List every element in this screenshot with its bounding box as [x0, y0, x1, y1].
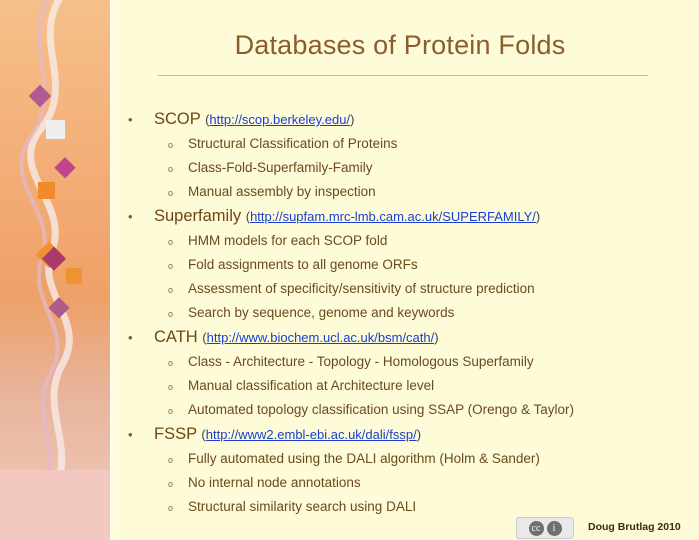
- sub-bullet-marker: o: [168, 140, 174, 150]
- sub-list-item-text: Automated topology classification using SSAP (Orengo & Taylor): [188, 402, 574, 417]
- entry-name: FSSP: [154, 425, 197, 443]
- bullet-marker: •: [128, 330, 133, 345]
- close-paren: ): [350, 112, 355, 127]
- page-title: Databases of Protein Folds: [234, 30, 566, 60]
- creative-commons-badge[interactable]: [516, 517, 574, 539]
- bullet-marker: •: [128, 112, 133, 127]
- sub-list-item: [168, 181, 688, 204]
- open-paren: (: [205, 112, 210, 127]
- sub-bullet-marker: o: [168, 503, 174, 513]
- sub-list-item: [168, 351, 688, 374]
- sub-list-item: [168, 496, 688, 519]
- list-item-text: [154, 423, 421, 446]
- open-paren: (: [202, 330, 207, 345]
- scop-link[interactable]: http://scop.berkeley.edu/: [209, 112, 351, 127]
- title-divider: [158, 75, 648, 76]
- list-item: [128, 108, 688, 131]
- bullet-marker: •: [128, 427, 133, 442]
- entry-name: CATH: [154, 328, 198, 346]
- list-item-text: [154, 326, 439, 349]
- sub-list-item: [168, 472, 688, 495]
- close-paren: ): [416, 427, 422, 442]
- sub-list-item: [168, 278, 688, 301]
- cc-by-icon: i: [547, 521, 562, 536]
- sub-bullet-marker: o: [168, 479, 174, 489]
- sub-bullet-marker: o: [168, 188, 174, 198]
- sub-list-item-text: Fold assignments to all genome ORFs: [188, 257, 418, 272]
- entry-name: Superfamily: [154, 207, 242, 225]
- sub-list-item-text: Class - Architecture - Topology - Homologous Superfamily: [188, 354, 534, 369]
- sub-list-item: [168, 302, 688, 325]
- list-item-text: [154, 108, 354, 131]
- sub-list-item: [168, 399, 688, 422]
- list-item-text: [154, 205, 540, 228]
- sub-bullet-marker: o: [168, 406, 174, 416]
- sub-bullet-marker: o: [168, 382, 174, 392]
- sub-list-item-text: Structural similarity search using DALI: [188, 499, 417, 514]
- sub-list-item-text: Fully automated using the DALI algorithm (Holm & Sander): [188, 451, 540, 466]
- sub-list-item-text: Search by sequence, genome and keywords: [188, 305, 455, 320]
- list-item: [128, 326, 688, 349]
- sub-list-item-text: Manual assembly by inspection: [188, 184, 376, 199]
- close-paren: ): [535, 209, 541, 224]
- entry-name: SCOP: [154, 110, 201, 128]
- sub-list-item: [168, 448, 688, 471]
- sub-list-item: [168, 375, 688, 398]
- cc-icon: cc: [529, 521, 544, 536]
- sub-list-item-text: Assessment of specificity/sensitivity of structure prediction: [188, 281, 535, 296]
- decorative-left-band: [0, 0, 110, 540]
- sub-list-item-text: Structural Classification of Proteins: [188, 136, 398, 151]
- protein-ribbon-icon: [0, 0, 110, 480]
- decorative-left-band-footer: [0, 470, 110, 540]
- sub-list-item: [168, 230, 688, 253]
- list-item: [128, 205, 688, 228]
- list-item: [128, 423, 688, 446]
- bullet-marker: •: [128, 209, 133, 224]
- sub-list-item: [168, 254, 688, 277]
- author-credit: Doug Brutlag 2010: [588, 521, 681, 533]
- fssp-link[interactable]: http://www2.embl-ebi.ac.uk/dali/fssp/: [205, 427, 417, 442]
- open-paren: (: [245, 209, 251, 224]
- sub-list-item: [168, 157, 688, 180]
- sub-bullet-marker: o: [168, 261, 174, 271]
- sub-bullet-marker: o: [168, 237, 174, 247]
- open-paren: (: [201, 427, 206, 442]
- sub-list-item-text: No internal node annotations: [188, 475, 361, 490]
- cath-link[interactable]: http://www.biochem.ucl.ac.uk/bsm/cath/: [206, 330, 435, 345]
- sub-list-item-text: HMM models for each SCOP fold: [188, 233, 388, 248]
- sub-list-item: [168, 133, 688, 156]
- sub-bullet-marker: o: [168, 164, 174, 174]
- close-paren: ): [434, 330, 439, 345]
- sub-list-item-text: Manual classification at Architecture level: [188, 378, 435, 393]
- band-divider: [110, 0, 113, 540]
- superfamily-link[interactable]: http://supfam.mrc-lmb.cam.ac.uk/SUPERFAMILY/: [250, 209, 536, 224]
- bullet-list: [128, 108, 688, 520]
- sub-bullet-marker: o: [168, 309, 174, 319]
- sub-bullet-marker: o: [168, 455, 174, 465]
- sub-list-item-text: Class-Fold-Superfamily-Family: [188, 160, 373, 175]
- sub-bullet-marker: o: [168, 285, 174, 295]
- sub-bullet-marker: o: [168, 358, 174, 368]
